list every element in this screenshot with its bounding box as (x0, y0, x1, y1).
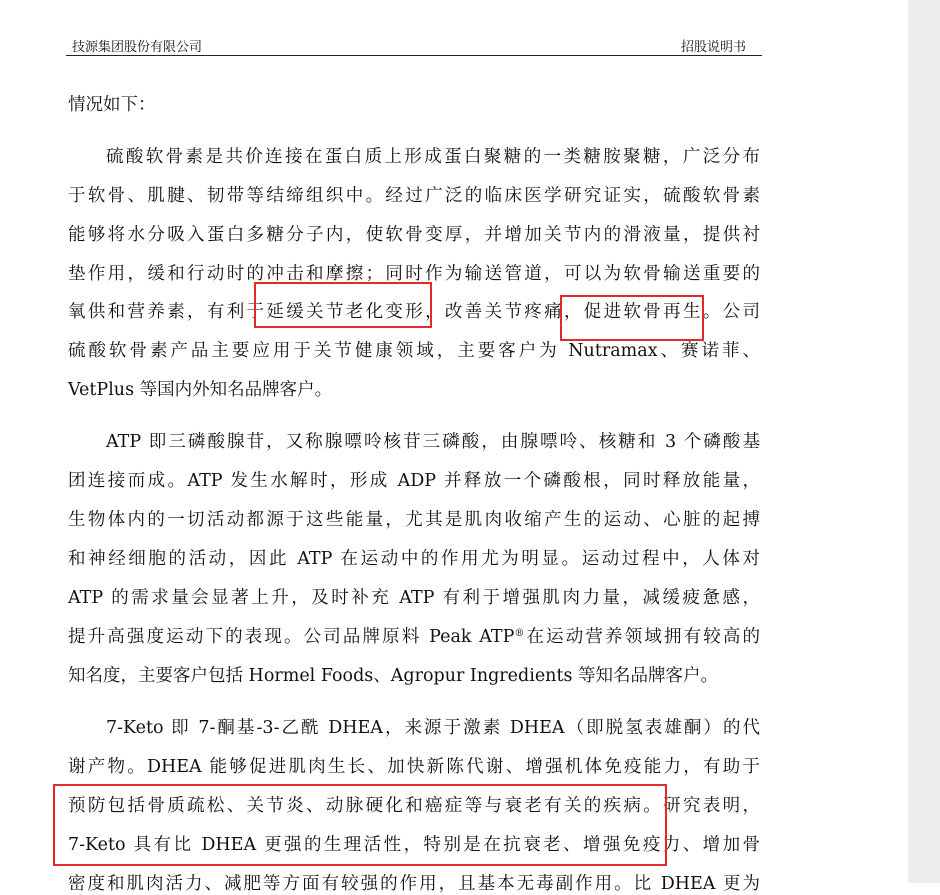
scrollbar-track[interactable] (908, 0, 940, 883)
paragraph-line: 密度和肌肉活力、减肥等方面有较强的作用，且基本无毒副作用。比 DHEA 更为 (68, 874, 760, 894)
header-divider (66, 55, 762, 56)
paragraph-line: 团连接而成。ATP 发生水解时，形成 ADP 并释放一个磷酸根，同时释放能量， (68, 471, 760, 491)
header-document-type: 招股说明书 (681, 40, 747, 55)
paragraph-line: 谢产物。DHEA 能够促进肌肉生长、加快新陈代谢、增强机体免疫能力，有助于 (68, 757, 760, 777)
paragraph-line: 于软骨、肌腱、韧带等结缔组织中。经过广泛的临床医学研究证实，硫酸软骨素 (68, 186, 760, 206)
paragraph-line: ATP 的需求量会显著上升，及时补充 ATP 有利于增强肌肉力量，减缓疲惫感， (68, 588, 760, 608)
paragraph-line (68, 626, 760, 648)
paragraph-line: 垫作用，缓和行动时的冲击和摩擦；同时作为输送管道，可以为软骨输送重要的 (68, 264, 760, 284)
paragraph-text: 提升高强度运动下的表现。公司品牌原料 Peak ATP (68, 627, 515, 647)
header-company-name: 技源集团股份有限公司 (72, 40, 203, 55)
paragraph-line: 生物体内的一切活动都源于这些能量，尤其是肌肉收缩产生的运动、心脏的起搏 (68, 510, 760, 530)
paragraph-line: 知名度，主要客户包括 Hormel Foods、Agropur Ingredients 等知名品牌客户。 (68, 666, 719, 686)
highlight-box-cartilage-regeneration (560, 295, 704, 341)
highlight-box-delay-aging (254, 282, 432, 328)
paragraph-line: 7-Keto 即 7-酮基-3-乙酰 DHEA，来源于激素 DHEA（即脱氢表雄酮）的代 (106, 718, 760, 738)
paragraph-line: 能够将水分吸入蛋白多糖分子内，使软骨变厚，并增加关节内的滑液量，提供衬 (68, 225, 760, 245)
paragraph-line: 7-Keto 具有比 DHEA 更强的生理活性，特别是在抗衰老、增强免疫力、增加骨 (68, 835, 760, 855)
registered-mark: ® (514, 628, 525, 639)
paragraph-line: VetPlus 等国内外知名品牌客户。 (68, 380, 333, 400)
paragraph-line: 预防包括骨质疏松、关节炎、动脉硬化和癌症等与衰老有关的疾病。研究表明， (68, 796, 760, 816)
paragraph-line: 硫酸软骨素是共价连接在蛋白质上形成蛋白聚糖的一类糖胺聚糖，广泛分布 (106, 147, 760, 167)
paragraph-line: 氧供和营养素，有利于延缓关节老化变形，改善关节疼痛，促进软骨再生。公司 (68, 302, 760, 322)
highlight-box-7keto-benefits (53, 784, 667, 866)
paragraph-line: ATP 即三磷酸腺苷，又称腺嘌呤核苷三磷酸，由腺嘌呤、核糖和 3 个磷酸基 (106, 432, 760, 452)
intro-line: 情况如下： (68, 95, 156, 115)
paragraph-line: 硫酸软骨素产品主要应用于关节健康领域，主要客户为 Nutramax、赛诺菲、 (68, 341, 760, 361)
paragraph-line: 和神经细胞的活动，因此 ATP 在运动中的作用尤为明显。运动过程中，人体对 (68, 549, 760, 569)
paragraph-text: 在运动营养领域拥有较高的 (524, 627, 761, 647)
